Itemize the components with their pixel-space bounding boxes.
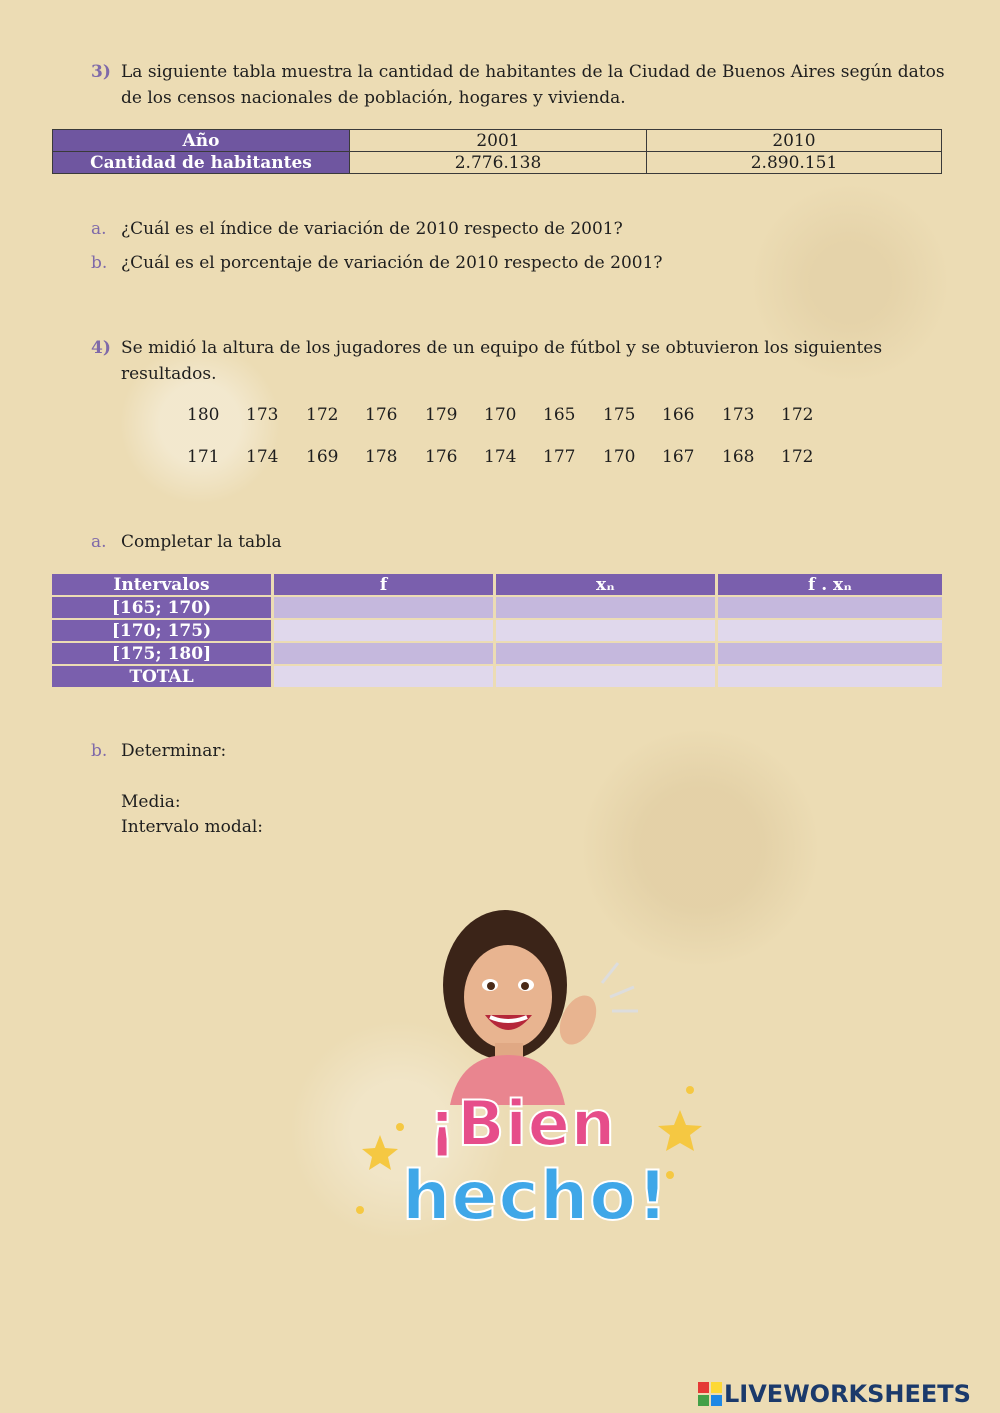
question-number: 4) — [91, 338, 111, 358]
item-letter: b. — [91, 741, 108, 761]
frequency-table — [49, 572, 945, 689]
answer-cell-f[interactable] — [274, 620, 493, 641]
logo-grid-icon — [698, 1382, 722, 1406]
population-table — [52, 129, 942, 174]
question-text-line: de los censos nacionales de población, hogares y vivienda. — [121, 88, 626, 108]
item-letter: a. — [91, 532, 107, 552]
liveworksheets-logo — [698, 1380, 971, 1408]
answer-cell-f[interactable] — [274, 597, 493, 618]
height-value: 179 — [425, 405, 458, 425]
height-value: 175 — [603, 405, 636, 425]
question-number: 3) — [91, 62, 111, 82]
modal-interval-label: Intervalo modal: — [121, 817, 264, 837]
height-value: 169 — [306, 447, 339, 467]
table-header-cell: Intervalos — [52, 574, 271, 595]
answer-cell-xn[interactable] — [496, 620, 715, 641]
table-header-cell: Cantidad de habitantes — [53, 152, 350, 174]
question-text-line: Se midió la altura de los jugadores de un equipo de fútbol y se obtuvieron los siguientes — [121, 338, 883, 358]
table-cell: 2010 — [647, 130, 942, 152]
sticker-line2: hecho! — [402, 1157, 669, 1236]
answer-cell-xn[interactable] — [496, 643, 715, 664]
table-header-cell: xₙ — [496, 574, 715, 595]
height-value: 170 — [603, 447, 636, 467]
height-value: 170 — [484, 405, 517, 425]
height-value: 171 — [187, 447, 220, 467]
answer-cell-fxn[interactable] — [718, 620, 942, 641]
height-value: 176 — [425, 447, 458, 467]
height-value: 173 — [246, 405, 279, 425]
height-value: 165 — [543, 405, 576, 425]
item-text: Completar la tabla — [121, 532, 282, 552]
question-text — [121, 59, 945, 111]
height-value: 172 — [781, 405, 814, 425]
table-cell: 2.890.151 — [647, 152, 942, 174]
table-header-cell: f . xₙ — [718, 574, 942, 595]
table-cell: 2.776.138 — [350, 152, 647, 174]
media-label: Media: — [121, 792, 181, 812]
answer-cell-f[interactable] — [274, 643, 493, 664]
answer-cell-f-total[interactable] — [274, 666, 493, 687]
question-text-line: resultados. — [121, 364, 217, 384]
height-value: 173 — [722, 405, 755, 425]
item-letter: b. — [91, 253, 108, 273]
interval-label: [175; 180] — [52, 643, 271, 664]
height-value: 167 — [662, 447, 695, 467]
height-value: 176 — [365, 405, 398, 425]
answer-cell-xn-total[interactable] — [496, 666, 715, 687]
height-value: 174 — [246, 447, 279, 467]
answer-cell-fxn[interactable] — [718, 597, 942, 618]
height-value: 172 — [781, 447, 814, 467]
interval-label: [165; 170) — [52, 597, 271, 618]
logo-text: LIVEWORKSHEETS — [724, 1380, 971, 1408]
bien-hecho-sticker — [340, 905, 720, 1265]
height-value: 166 — [662, 405, 695, 425]
height-value: 172 — [306, 405, 339, 425]
height-value: 178 — [365, 447, 398, 467]
item-text: ¿Cuál es el índice de variación de 2010 respecto de 2001? — [121, 219, 623, 239]
item-text: ¿Cuál es el porcentaje de variación de 2010 respecto de 2001? — [121, 253, 663, 273]
total-label: TOTAL — [52, 666, 271, 687]
answer-cell-xn[interactable] — [496, 597, 715, 618]
item-text: Determinar: — [121, 741, 227, 761]
height-value: 168 — [722, 447, 755, 467]
question-text — [121, 335, 882, 387]
height-value: 177 — [543, 447, 576, 467]
height-value: 180 — [187, 405, 220, 425]
table-header-cell: f — [274, 574, 493, 595]
sticker-line1: ¡Bien — [428, 1087, 616, 1160]
answer-cell-fxn[interactable] — [718, 643, 942, 664]
question-text-line: La siguiente tabla muestra la cantidad de habitantes de la Ciudad de Buenos Aires según datos — [121, 62, 945, 82]
interval-label: [170; 175) — [52, 620, 271, 641]
table-cell: 2001 — [350, 130, 647, 152]
item-letter: a. — [91, 219, 107, 239]
height-value: 174 — [484, 447, 517, 467]
table-header-cell: Año — [53, 130, 350, 152]
answer-cell-fxn-total[interactable] — [718, 666, 942, 687]
